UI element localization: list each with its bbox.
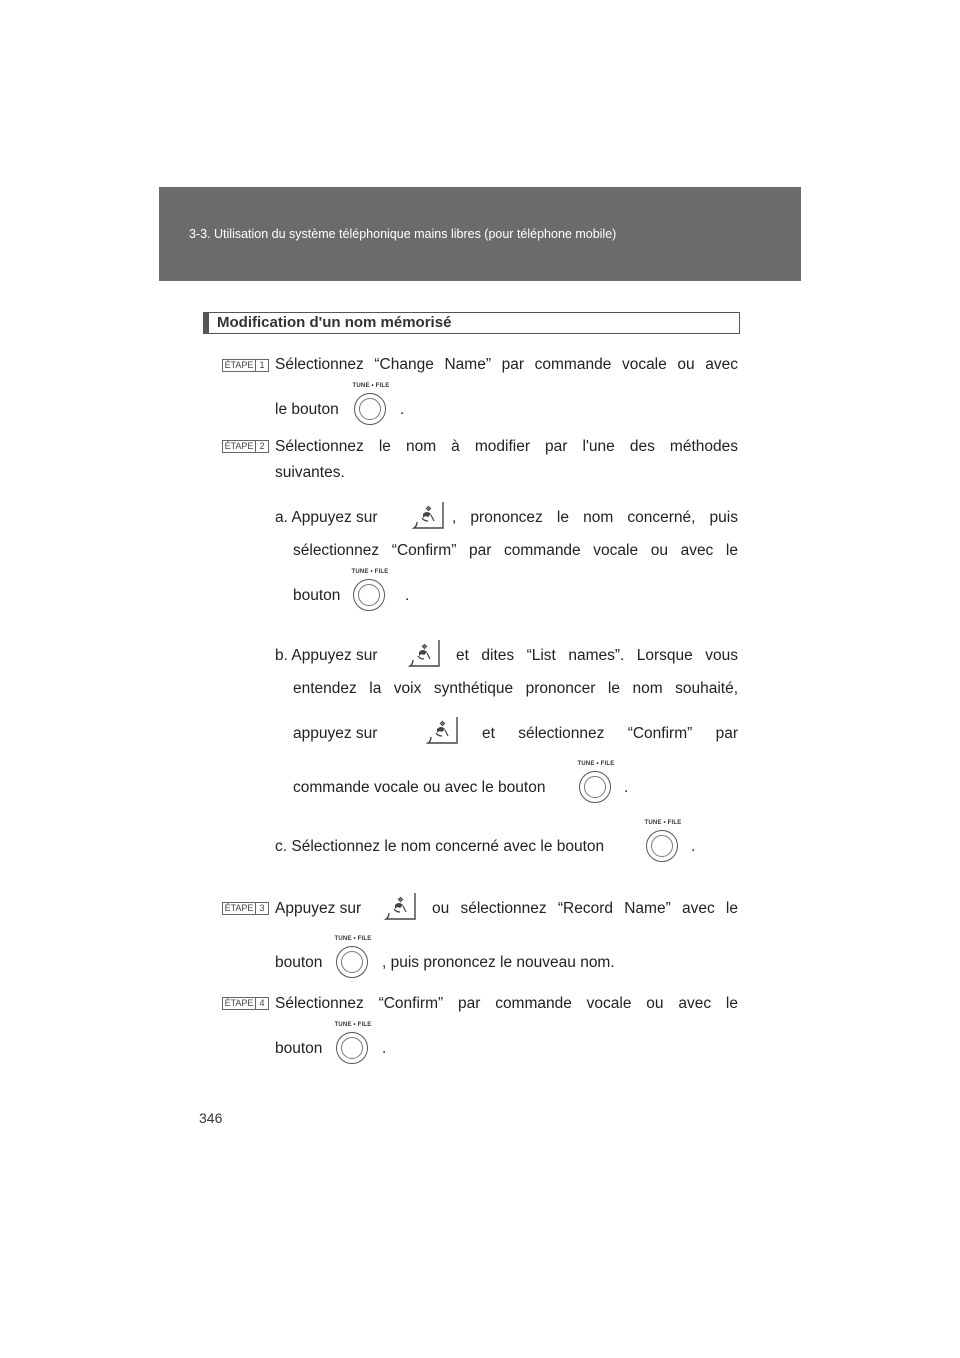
step-badge-label: ÉTAPE — [223, 360, 256, 371]
sub-a-line3-end: . — [405, 587, 410, 604]
knob-label: TUNE • FILE — [577, 761, 615, 767]
step-badge-number: 2 — [259, 441, 265, 451]
talk-switch-icon — [424, 715, 460, 747]
tune-file-knob-icon — [331, 936, 375, 984]
step-badge-1 — [222, 359, 269, 372]
tune-file-knob-icon — [348, 569, 392, 617]
step4-line2-end: . — [382, 1040, 387, 1057]
step-badge-number: 1 — [259, 360, 265, 370]
step3-line2-start: bouton — [275, 954, 323, 971]
step-badge-number: 3 — [259, 903, 265, 913]
knob-dial — [579, 771, 611, 803]
knob-label: TUNE • FILE — [334, 936, 372, 942]
knob-dial — [354, 393, 386, 425]
step1-line2-end: . — [400, 401, 405, 418]
step4-line2-start: bouton — [275, 1040, 323, 1057]
knob-dial — [353, 579, 385, 611]
step2-line2: suivantes. — [275, 464, 345, 481]
sub-a-line1-start: a. Appuyez sur — [275, 509, 378, 526]
sub-b-line2: entendez la voix synthétique prononcer le nom souhaité, — [293, 680, 738, 697]
step-badge-2 — [222, 440, 269, 453]
sub-c-line1-end: . — [691, 838, 696, 855]
step3-line1-end: ou sélectionnez “Record Name” avec le — [432, 900, 738, 917]
talk-switch-icon — [406, 638, 442, 670]
step-badge-label: ÉTAPE — [223, 998, 256, 1009]
step1-line2-start: le bouton — [275, 401, 339, 418]
knob-label: TUNE • FILE — [644, 820, 682, 826]
sub-b-line3-end: et sélectionnez “Confirm” par — [482, 725, 738, 742]
sub-c-line1-start: c. Sélectionnez le nom concerné avec le bouton — [275, 838, 605, 855]
sub-b-line1-end: et dites “List names”. Lorsque vous — [456, 647, 738, 664]
knob-dial — [336, 1032, 368, 1064]
talk-switch-icon — [410, 500, 446, 532]
tune-file-knob-icon — [641, 820, 685, 868]
step-badge-3 — [222, 902, 269, 915]
step2-line1: Sélectionnez le nom à modifier par l'une des méthodes — [275, 438, 738, 455]
step3-line2-end: , puis prononcez le nouveau nom. — [382, 954, 615, 971]
sub-b-line4-start: commande vocale ou avec le bouton — [293, 779, 546, 796]
step-badge-number: 4 — [259, 998, 265, 1008]
knob-dial — [336, 946, 368, 978]
step-badge-label: ÉTAPE — [223, 441, 256, 452]
step1-line1: Sélectionnez “Change Name” par commande vocale ou avec — [275, 356, 738, 373]
step-badge-label: ÉTAPE — [223, 903, 256, 914]
knob-label: TUNE • FILE — [351, 569, 389, 575]
section-heading — [203, 312, 740, 334]
knob-dial — [646, 830, 678, 862]
step-badge-4 — [222, 997, 269, 1010]
chapter-title: 3-3. Utilisation du système téléphonique mains libres (pour téléphone mobile) — [189, 227, 617, 241]
section-title: Modification d'un nom mémorisé — [217, 314, 452, 331]
sub-a-line2: sélectionnez “Confirm” par commande vocale ou avec le — [293, 542, 738, 559]
sub-b-line1-start: b. Appuyez sur — [275, 647, 378, 664]
tune-file-knob-icon — [331, 1022, 375, 1070]
step4-line1: Sélectionnez “Confirm” par commande vocale ou avec le — [275, 995, 738, 1012]
tune-file-knob-icon — [574, 761, 618, 809]
chapter-header — [159, 187, 801, 281]
step3-line1-start: Appuyez sur — [275, 900, 362, 917]
knob-label: TUNE • FILE — [334, 1022, 372, 1028]
knob-label: TUNE • FILE — [352, 383, 390, 389]
sub-a-line3-start: bouton — [293, 587, 341, 604]
sub-b-line4-end: . — [624, 779, 629, 796]
tune-file-knob-icon — [349, 383, 393, 431]
sub-b-line3-start: appuyez sur — [293, 725, 378, 742]
sub-a-line1-end: , prononcez le nom concerné, puis — [452, 509, 738, 526]
page-number: 346 — [199, 1110, 223, 1126]
talk-switch-icon — [382, 891, 418, 923]
